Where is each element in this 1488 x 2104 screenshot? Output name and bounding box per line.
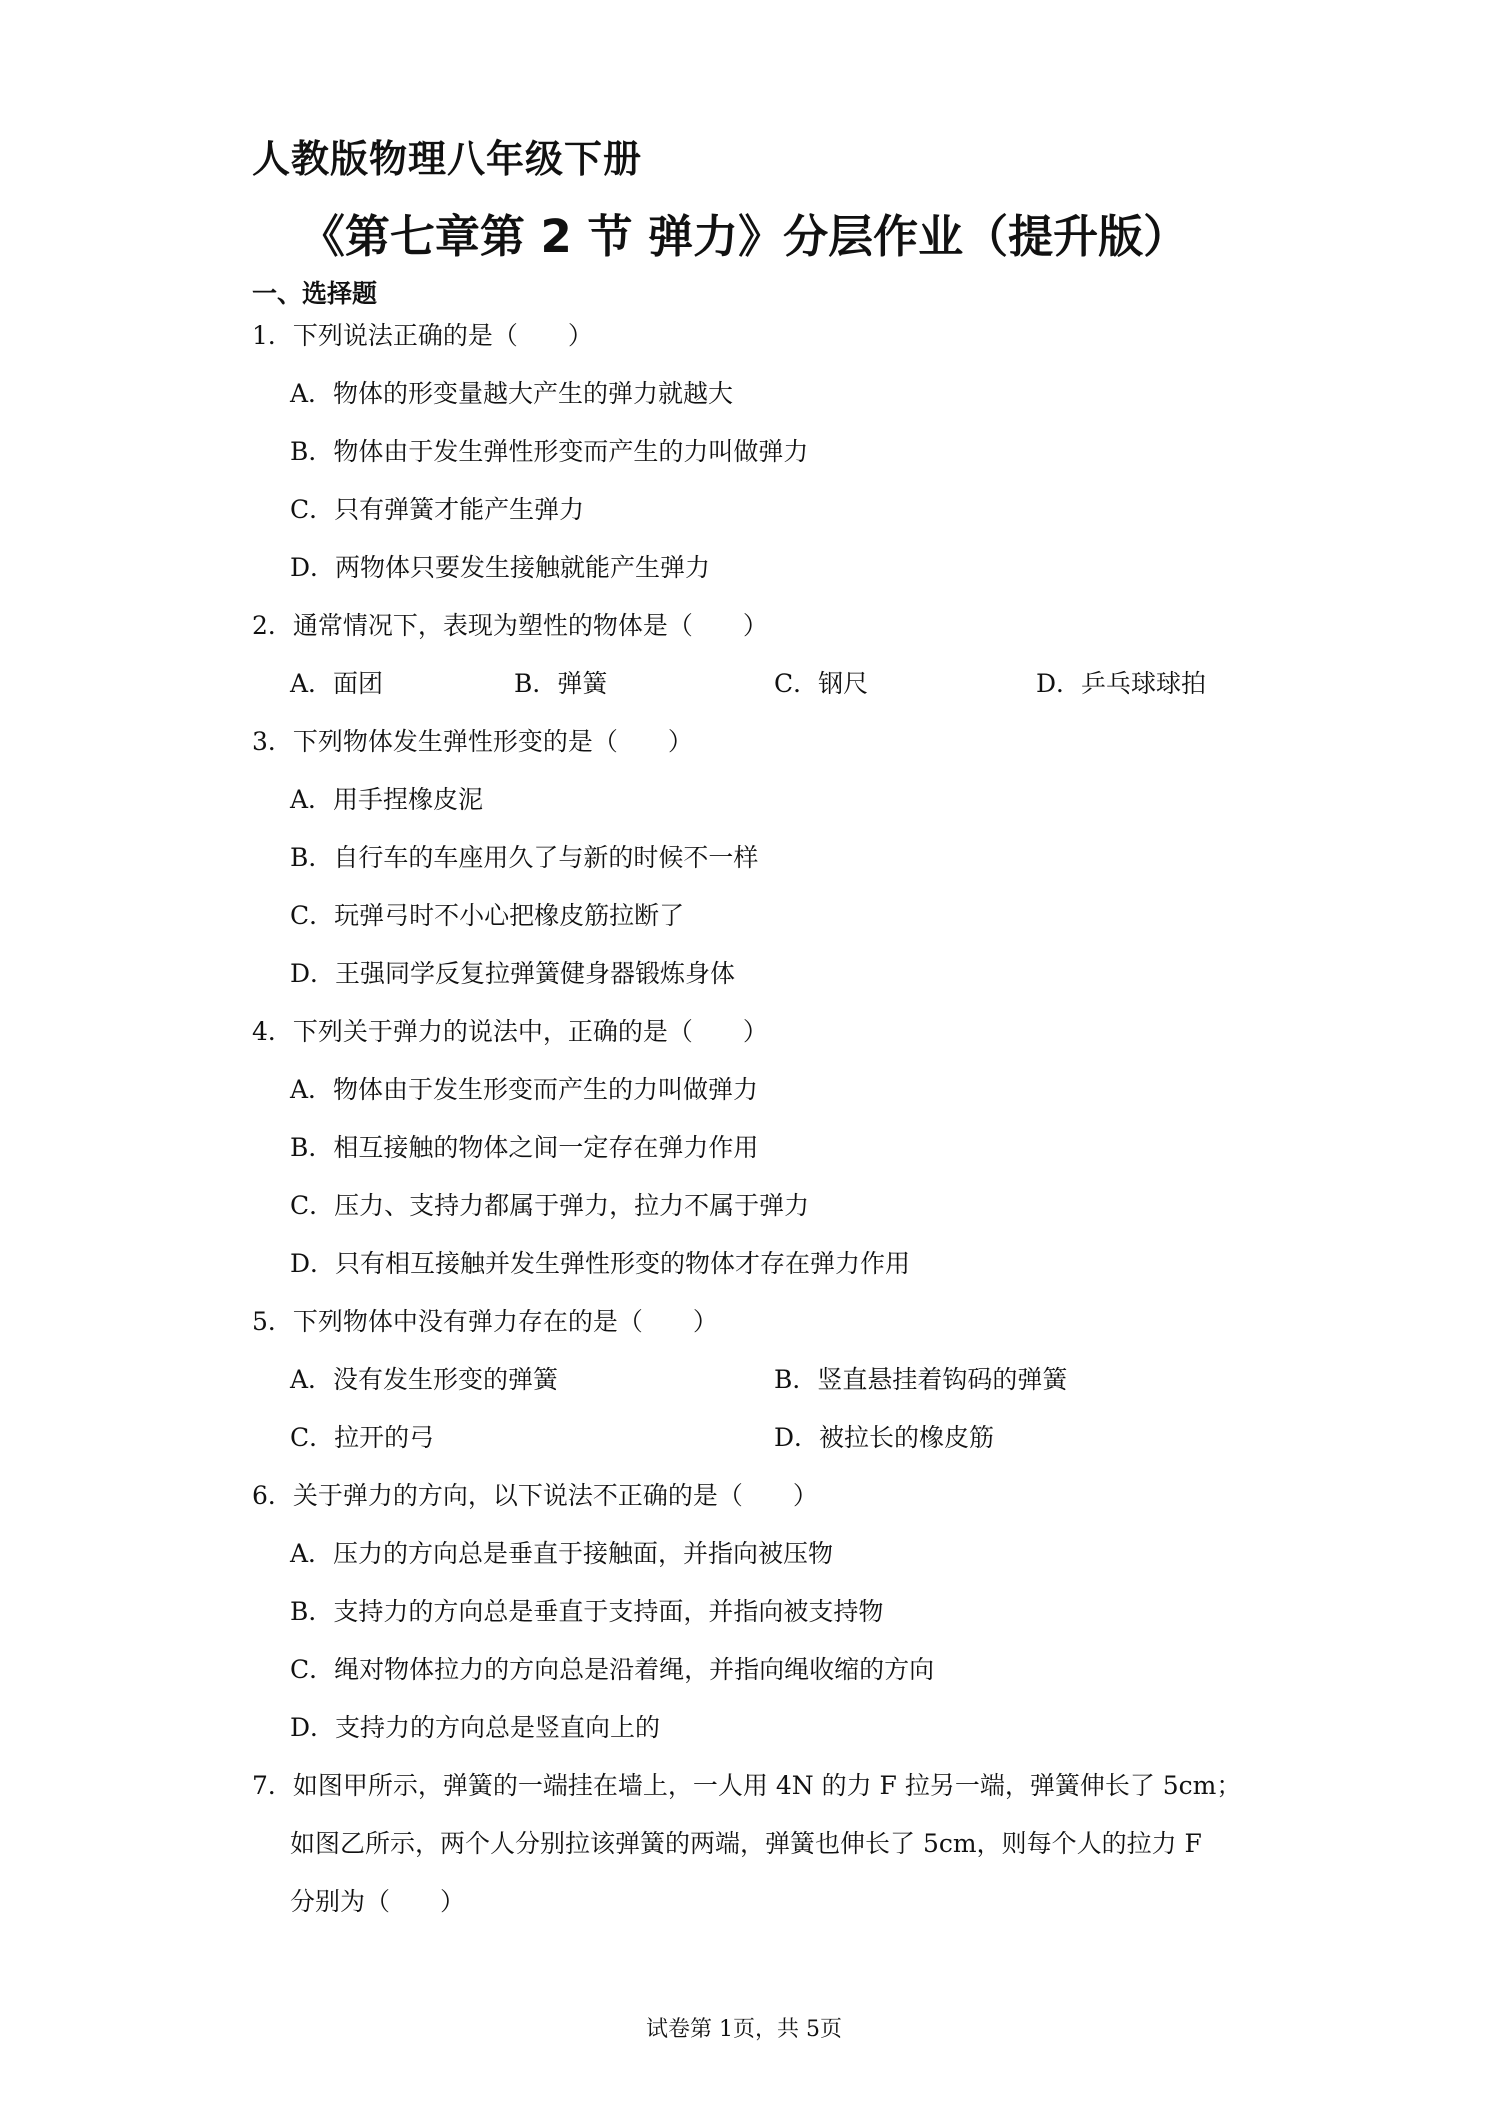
- page-footer: 试卷第 1页，共 5页: [646, 2017, 842, 2042]
- question-4-option-a: A．物体由于发生形变而产生的力叫做弹力: [290, 1075, 759, 1104]
- question-1-option-a: A．物体的形变量越大产生的弹力就越大: [290, 379, 734, 408]
- question-3-option-d: D．王强同学反复拉弹簧健身器锻炼身体: [290, 959, 736, 988]
- question-2-option-b: B．弹簧: [514, 669, 608, 698]
- question-6-stem: 6．关于弹力的方向，以下说法不正确的是（ ）: [252, 1481, 818, 1510]
- question-6-option-d: D．支持力的方向总是竖直向上的: [290, 1713, 661, 1742]
- question-4-option-c: C．压力、支持力都属于弹力，拉力不属于弹力: [290, 1191, 810, 1220]
- question-7-stem-line-2: 如图乙所示，两个人分别拉该弹簧的两端，弹簧也伸长了 5cm，则每个人的拉力 F: [290, 1829, 1202, 1858]
- question-5-option-a: A．没有发生形变的弹簧: [290, 1365, 559, 1394]
- question-6-option-b: B．支持力的方向总是垂直于支持面，并指向被支持物: [290, 1597, 884, 1626]
- question-5-option-d: D．被拉长的橡皮筋: [774, 1423, 995, 1452]
- question-5-option-c: C．拉开的弓: [290, 1423, 435, 1452]
- question-1-option-b: B．物体由于发生弹性形变而产生的力叫做弹力: [290, 437, 809, 466]
- question-4-stem: 4．下列关于弹力的说法中，正确的是（ ）: [252, 1017, 768, 1046]
- question-1-option-d: D．两物体只要发生接触就能产生弹力: [290, 553, 711, 582]
- question-5-stem: 5．下列物体中没有弹力存在的是（ ）: [252, 1307, 718, 1336]
- question-2-option-c: C．钢尺: [774, 669, 869, 698]
- question-5-option-b: B．竖直悬挂着钩码的弹簧: [774, 1365, 1068, 1394]
- question-2-option-a: A．面团: [290, 669, 384, 698]
- question-2-option-d: D．乒乓球球拍: [1036, 669, 1207, 698]
- question-3-option-b: B．自行车的车座用久了与新的时候不一样: [290, 843, 759, 872]
- question-3-option-a: A．用手捏橡皮泥: [290, 785, 484, 814]
- question-7-stem-line-3: 分别为（ ）: [290, 1887, 466, 1916]
- question-1-stem: 1．下列说法正确的是（ ）: [252, 321, 593, 350]
- question-2-stem: 2．通常情况下，表现为塑性的物体是（ ）: [252, 611, 768, 640]
- question-1-option-c: C．只有弹簧才能产生弹力: [290, 495, 585, 524]
- document-title: 《第七章第 2 节 弹力》分层作业（提升版）: [299, 210, 1189, 263]
- question-3-stem: 3．下列物体发生弹性形变的是（ ）: [252, 727, 693, 756]
- document-subtitle: 人教版物理八年级下册: [252, 137, 643, 181]
- section-heading: 一、选择题: [252, 279, 378, 308]
- question-3-option-c: C．玩弹弓时不小心把橡皮筋拉断了: [290, 901, 685, 930]
- question-6-option-c: C．绳对物体拉力的方向总是沿着绳，并指向绳收缩的方向: [290, 1655, 935, 1684]
- question-6-option-a: A．压力的方向总是垂直于接触面，并指向被压物: [290, 1539, 834, 1568]
- question-4-option-b: B．相互接触的物体之间一定存在弹力作用: [290, 1133, 759, 1162]
- question-7-stem-line-1: 7．如图甲所示，弹簧的一端挂在墙上，一人用 4N 的力 F 拉另一端，弹簧伸长了 5cm；: [252, 1771, 1242, 1800]
- question-4-option-d: D．只有相互接触并发生弹性形变的物体才存在弹力作用: [290, 1249, 911, 1278]
